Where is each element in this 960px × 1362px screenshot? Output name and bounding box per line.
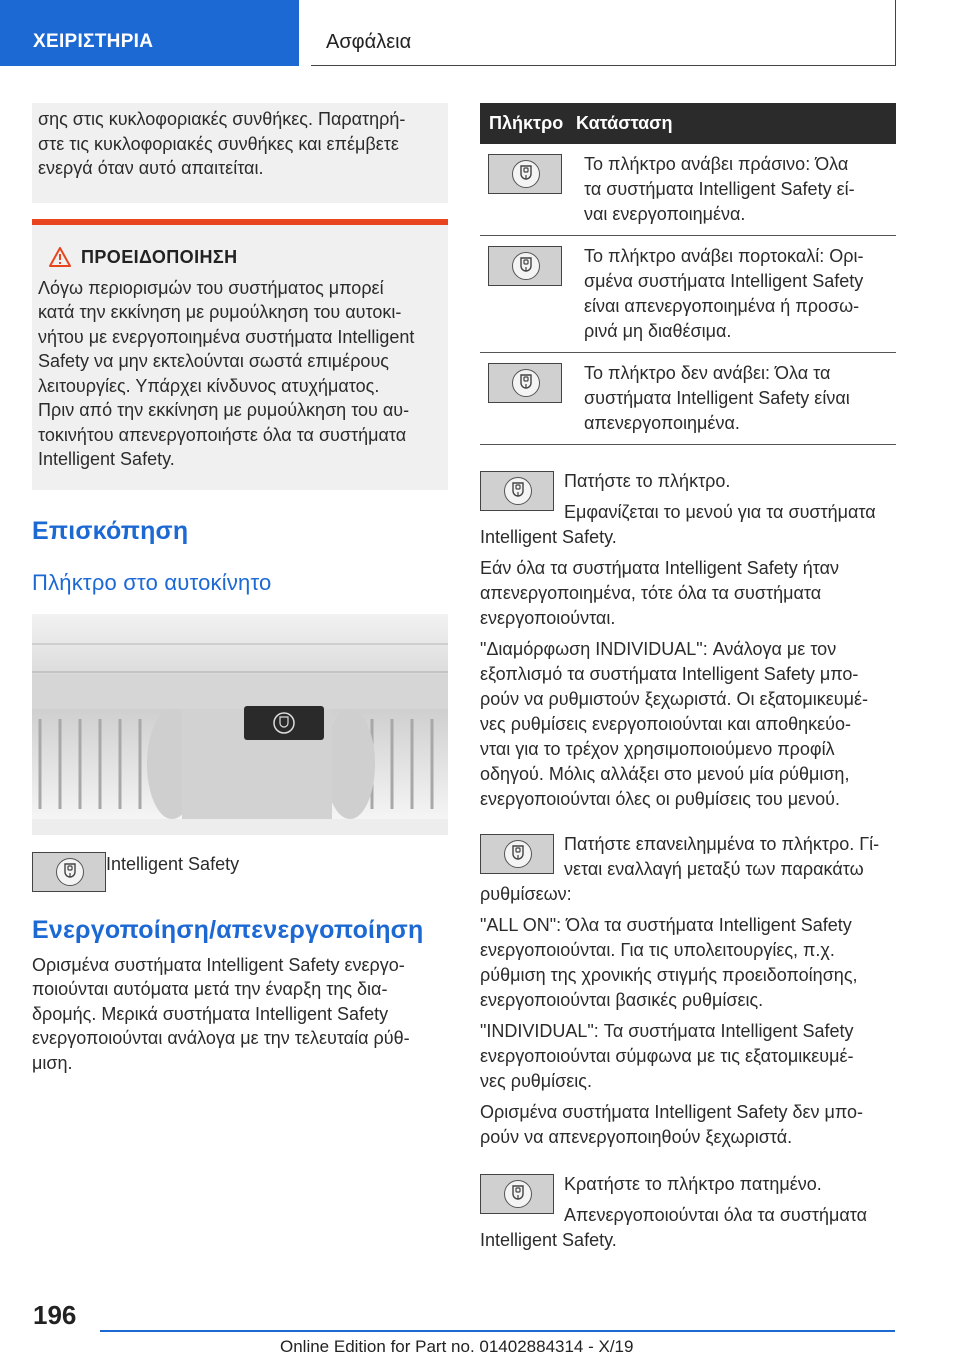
paragraph-some-systems: Ορισμένα συστήματα Intelligent Safety δεν μπο- ρούν να απενεργοποιηθούν ξεχωριστά. bbox=[480, 1102, 864, 1147]
dashboard-illustration bbox=[32, 614, 448, 835]
step3-result: Απενεργοποιούνται όλα τα συστήματα Intelligent Safety. bbox=[480, 1205, 868, 1250]
warning-text: Λόγω περιορισμών του συστήματος μπορεί κατά την εκκίνηση με ρυμούλκηση του αυτοκι- νήτου με ενεργοποιημένα συστήματα Intelligent Safety να μην εκτελούνται σωστά επιμέρους λειτουργίες. Υπάρχει κίνδυνος ατυχήματος. Πριν από την εκκίνηση με ρυμούλκηση του αυ- τοκινήτου απενεργοποιήστε όλα τα συστήματα Intelligent Safety. bbox=[38, 277, 415, 469]
status-table bbox=[480, 103, 896, 445]
warning-box bbox=[32, 219, 448, 490]
heading-button-in-car: Πλήκτρο στο αυτοκίνητο bbox=[32, 569, 272, 595]
table-header-state: Κατάσταση bbox=[576, 113, 673, 133]
step3-action: Κρατήστε το πλήκτρο πατημένο. bbox=[564, 1174, 822, 1194]
step-hold-button bbox=[480, 1172, 896, 1253]
paragraph-all-on: "ALL ON": Όλα τα συστήματα Intelligent Safety ενεργοποιούνται. Για τις υπολειτουργίες, π.χ. ρύθμιση της χρονικής στιγμής προειδοποίησης, ενεργοποιούνται βασικές ρυθμίσεις. bbox=[480, 915, 858, 1010]
header-section-tab: ΧΕΙΡΙΣΤΗΡΙΑ bbox=[0, 0, 299, 66]
activation-text: Ορισμένα συστήματα Intelligent Safety ενεργο- ποιούνται αυτόματα μετά την έναρξη της δια- δρομής. Μερικά συστήματα Intelligent Safety ενεργοποιούνται ανάλογα με την τελευταία ρύθ- μιση. bbox=[32, 954, 410, 1073]
page-number: 196 bbox=[33, 1300, 77, 1330]
table-row bbox=[480, 353, 896, 445]
intelligent-safety-button-icon bbox=[480, 471, 554, 511]
intelligent-safety-button-icon bbox=[480, 1174, 554, 1214]
table-row bbox=[480, 144, 896, 236]
table-header-key: Πλήκτρο bbox=[489, 113, 564, 133]
header-chapter-title: Ασφάλεια bbox=[311, 0, 896, 66]
footer-edition: Online Edition for Part no. 01402884314 - X/19 bbox=[280, 1337, 634, 1356]
intelligent-safety-button-icon bbox=[32, 852, 106, 892]
caption-row bbox=[32, 852, 448, 892]
heading-activation: Ενεργοποίηση/απενεργοποίηση bbox=[32, 915, 424, 944]
warning-triangle-icon bbox=[49, 247, 71, 267]
warning-title: ΠΡΟΕΙΔΟΠΟΙΗΣΗ bbox=[81, 246, 238, 267]
continued-text: σης στις κυκλοφοριακές συνθήκες. Παρατηρή- στε τις κυκλοφοριακές συνθήκες και επέμβετε ενεργά όταν αυτό απαιτείται. bbox=[38, 109, 406, 178]
heading-overview: Επισκόπηση bbox=[32, 516, 189, 545]
step1-result: Εμφανίζεται το μενού για τα συστήματα Intelligent Safety. bbox=[480, 502, 876, 547]
right-column bbox=[480, 103, 896, 1253]
footer-divider bbox=[100, 1330, 895, 1332]
warning-title-row bbox=[49, 247, 440, 268]
intelligent-safety-button-icon bbox=[488, 154, 562, 194]
table-row bbox=[480, 236, 896, 353]
step2-action: Πατήστε επανειλημμένα το πλήκτρο. Γί- νεται εναλλαγή μεταξύ των παρακάτω ρυθμίσεων: bbox=[480, 834, 880, 904]
table-header bbox=[480, 103, 896, 144]
paragraph-individual: "INDIVIDUAL": Τα συστήματα Intelligent Safety ενεργοποιούνται σύμφωνα με τις εξατομικευμέ- νες ρυθμίσεις. bbox=[480, 1021, 854, 1091]
paragraph-all-off: Εάν όλα τα συστήματα Intelligent Safety ήταν απενεργοποιημένα, τότε όλα τα συστήματα ενεργοποιούνται. bbox=[480, 558, 840, 628]
intelligent-safety-button-icon bbox=[480, 834, 554, 874]
step-press-button bbox=[480, 469, 896, 550]
table-cell-state: Το πλήκτρο ανάβει πράσινο: Όλα τα συστήματα Intelligent Safety εί- ναι ενεργοποιημένα. bbox=[584, 154, 855, 224]
intelligent-safety-button-icon bbox=[488, 246, 562, 286]
caption-text: Intelligent Safety bbox=[106, 853, 240, 874]
table-cell-state: Το πλήκτρο δεν ανάβει: Όλα τα συστήματα Intelligent Safety είναι απενεργοποιημένα. bbox=[584, 363, 850, 433]
continued-text-box bbox=[32, 103, 448, 203]
dashboard-photo bbox=[32, 614, 448, 835]
table-cell-state: Το πλήκτρο ανάβει πορτοκαλί: Ορι- σμένα συστήματα Intelligent Safety είναι απενεργοποιημένα ή προσω- ρινά μη διαθέσιμα. bbox=[584, 246, 864, 341]
step-press-repeatedly bbox=[480, 832, 896, 907]
intelligent-safety-button-icon bbox=[488, 363, 562, 403]
step1-action: Πατήστε το πλήκτρο. bbox=[564, 471, 731, 491]
paragraph-individual-config: "Διαμόρφωση INDIVIDUAL": Ανάλογα με τον εξοπλισμό τα συστήματα Intelligent Safety μπο- ρούν να ρυθμιστούν ξεχωριστά. Οι εξατομικευμέ- νες ρυθμίσεις ενεργοποιούνται και αποθηκεύο- νται για το τρέχον χρησιμοποιούμενο προφίλ οδηγού. Μόλις αλλάξει στο μενού μία ρύθμιση, ενεργοποιούνται όλες οι ρυθμίσεις του μενού. bbox=[480, 639, 869, 809]
left-column bbox=[32, 103, 448, 1075]
